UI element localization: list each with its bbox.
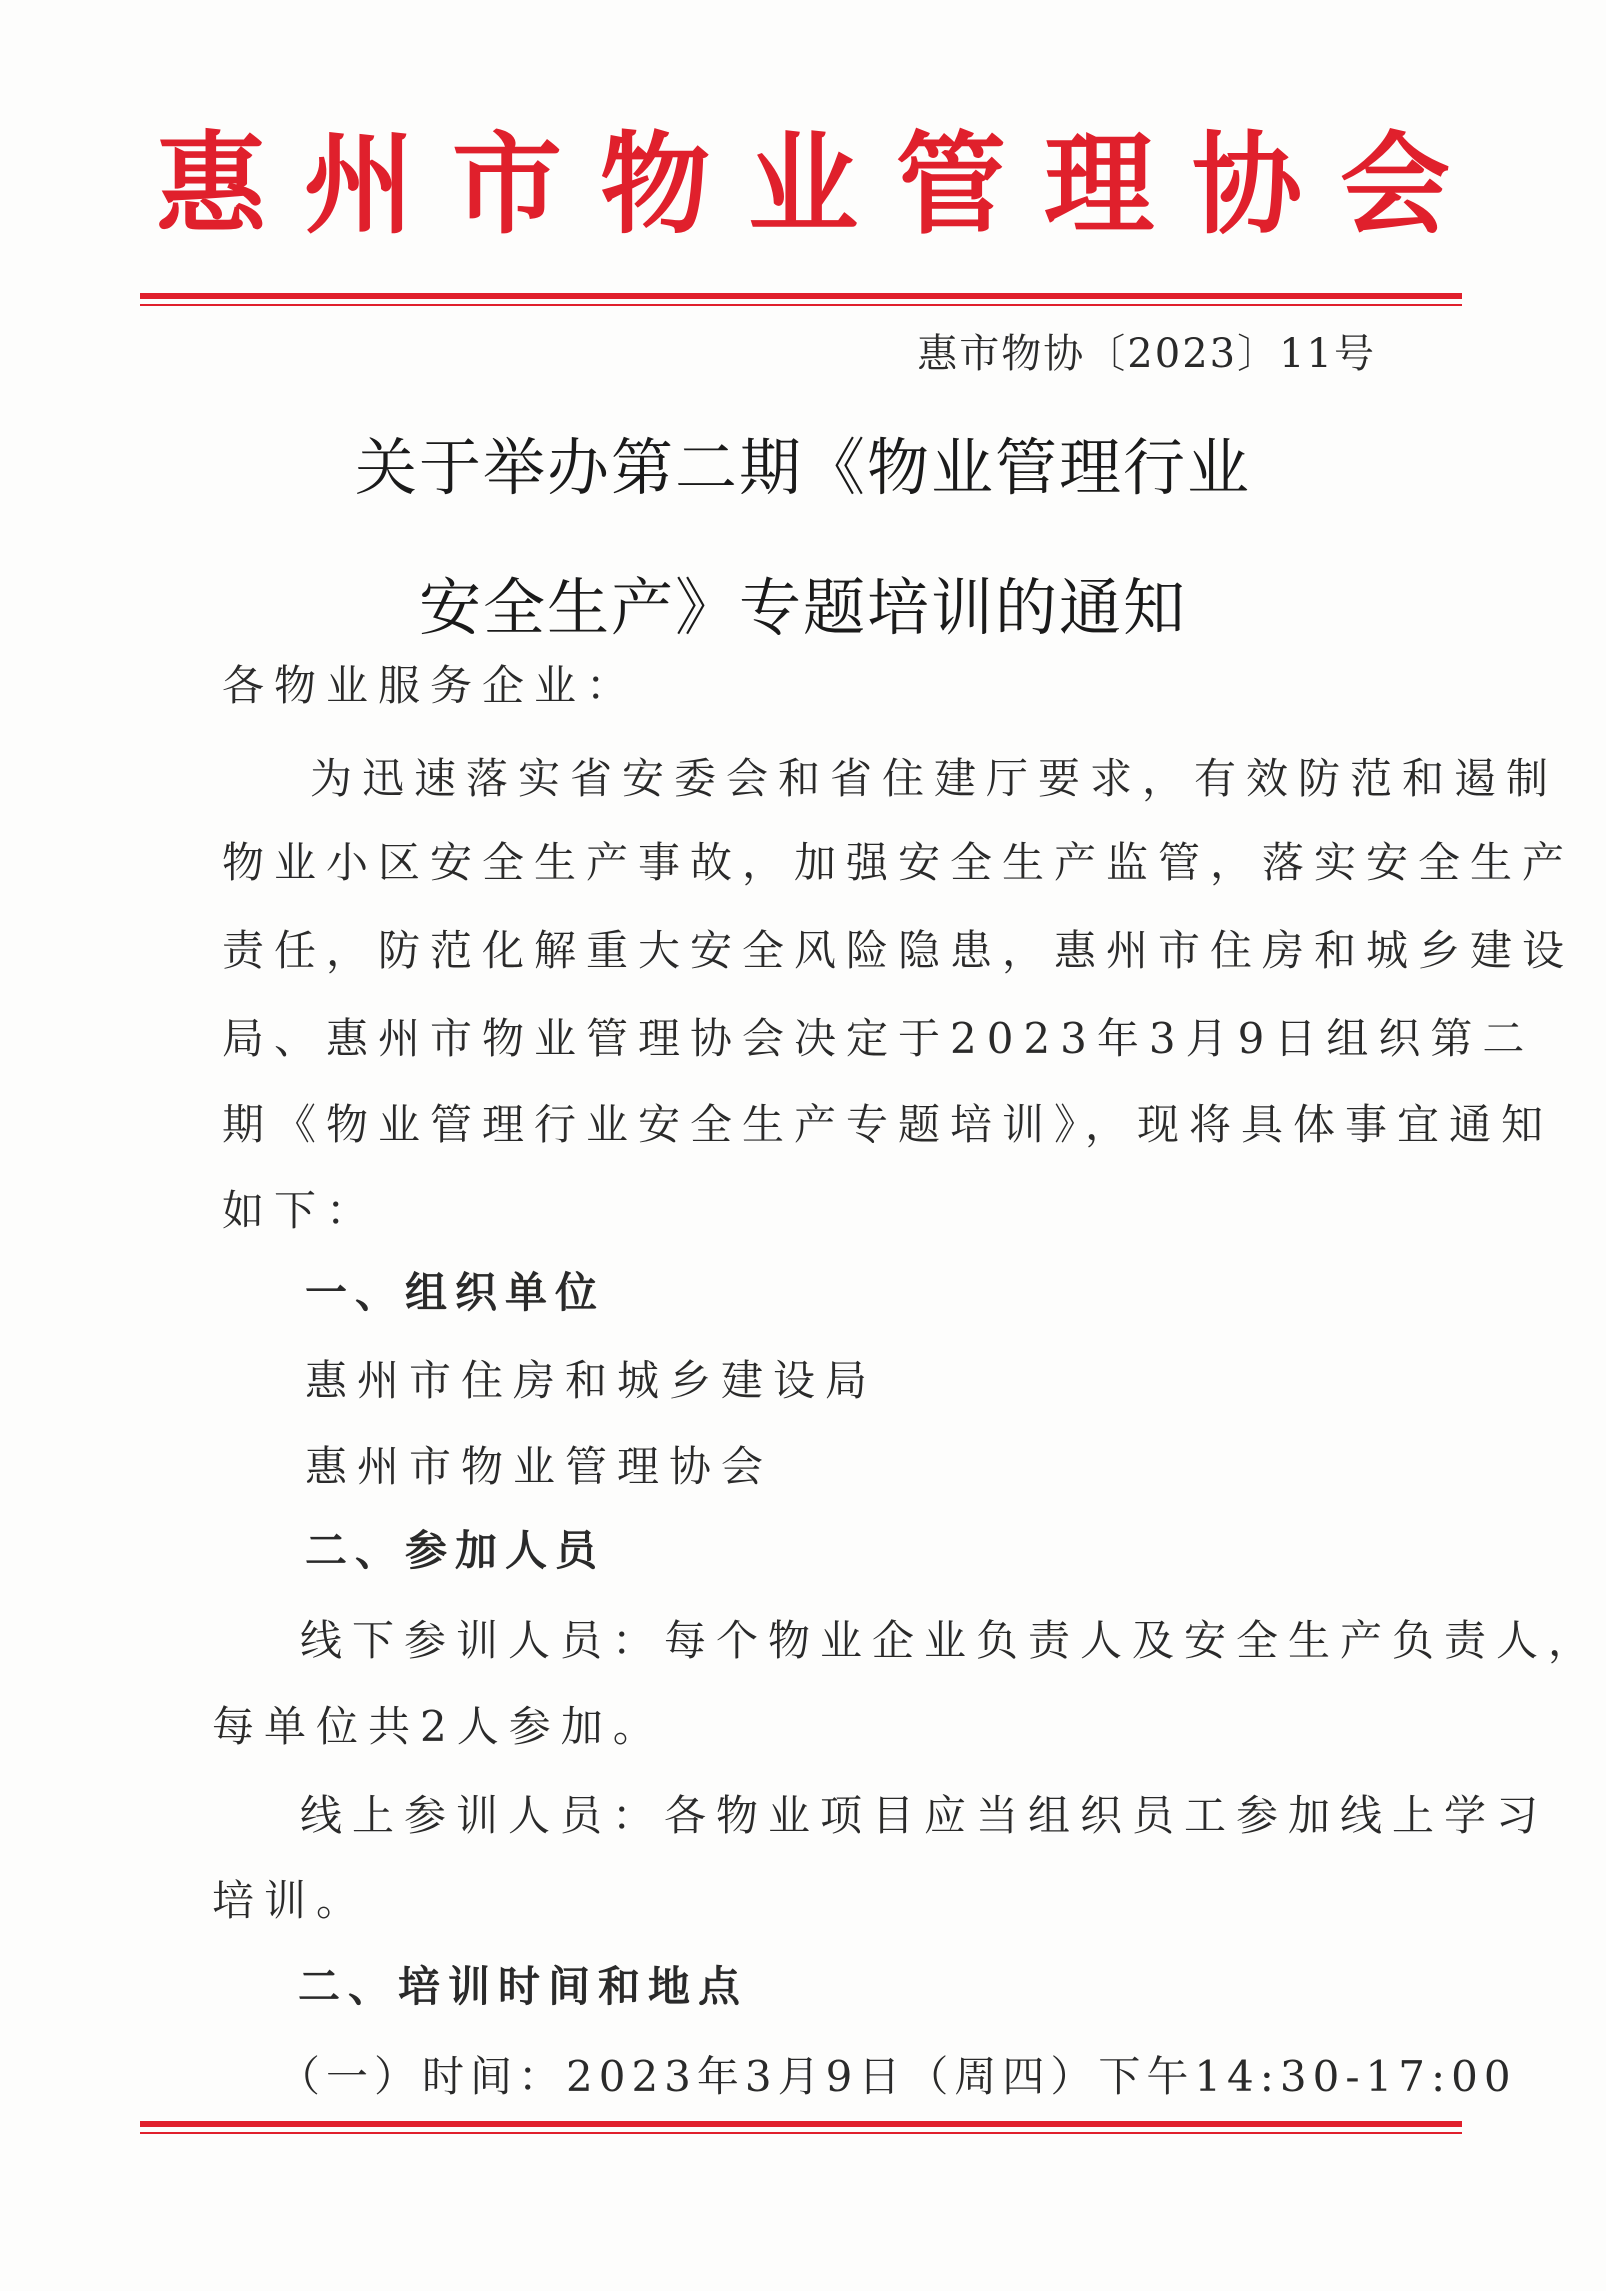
footer-rule-bottom [140, 2132, 1462, 2134]
section-heading-time-place: 二、培训时间和地点 [298, 1962, 749, 2011]
section-heading-organizers: 一、组织单位 [305, 1268, 606, 1317]
intro-line: 如下： [222, 1186, 379, 1235]
document-number: 惠市物协〔2023〕11号 [917, 331, 1376, 377]
notice-title-line-1: 关于举办第二期《物业管理行业 [354, 431, 1251, 504]
participants-online-line: 线上参训人员：各物业项目应当组织员工参加线上学习 [300, 1791, 1549, 1840]
intro-line: 物业小区安全生产事故，加强安全生产监管，落实安全生产 [222, 838, 1575, 887]
training-time-line: （一）时间：2023年3月9日（周四）下午14:30-17:00 [278, 2052, 1517, 2101]
salutation: 各物业服务企业： [222, 661, 639, 710]
intro-line: 责任，防范化解重大安全风险隐患，惠州市住房和城乡建设 [222, 926, 1575, 975]
letterhead-rule-bottom [140, 304, 1462, 306]
letterhead-org-name: 惠州市物业管理协会 [156, 120, 1488, 249]
organizer-item: 惠州市物业管理协会 [305, 1442, 774, 1491]
organizer-item: 惠州市住房和城乡建设局 [305, 1356, 878, 1405]
intro-line: 期《物业管理行业安全生产专题培训》，现将具体事宜通知 [222, 1100, 1554, 1149]
intro-line: 为迅速落实省安委会和省住建厅要求，有效防范和遏制 [310, 754, 1559, 803]
section-heading-participants: 二、参加人员 [305, 1526, 606, 1575]
letterhead-rule-top [140, 293, 1462, 299]
notice-title-line-2: 安全生产》专题培训的通知 [418, 571, 1187, 644]
intro-line: 局、惠州市物业管理协会决定于2023年3月9日组织第二 [222, 1014, 1535, 1063]
participants-offline-line: 每单位共2人参加。 [212, 1702, 665, 1751]
participants-offline-line: 线下参训人员：每个物业企业负责人及安全生产负责人， [300, 1616, 1601, 1665]
participants-online-line: 培训。 [212, 1876, 369, 1925]
footer-rule-top [140, 2121, 1462, 2127]
